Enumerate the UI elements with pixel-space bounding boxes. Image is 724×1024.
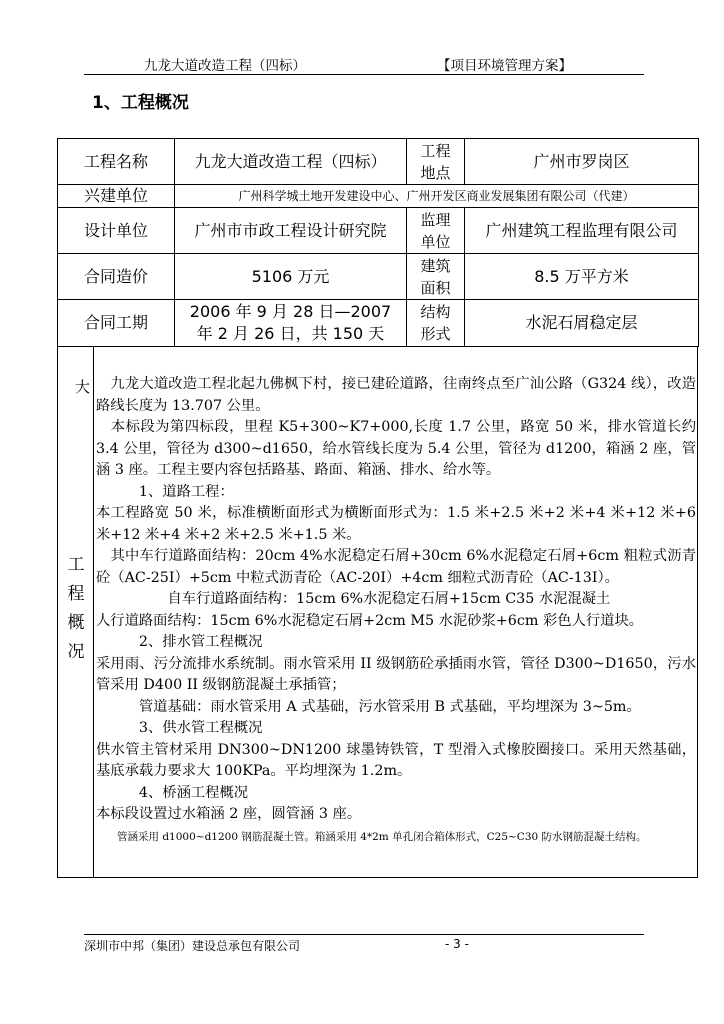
overview-side-label: 工 程 概 况 [67,555,85,662]
overview-paragraph: 其中车行道路面结构：20cm 4%水泥稳定石屑+30cm 6%水泥稳定石屑+6cm 粗粒式沥青砼（AC-25I）+5cm 中粒式沥青砼（AC-20I）+4cm 细粒式沥青砼（AC-13I）。 [96,548,696,586]
overview-paragraph: 本标段设置过水箱涵 2 座，圆管涵 3 座。 [96,806,362,822]
location-value: 广州市罗岗区 [465,139,699,185]
area-value: 8.5 万平方米 [465,254,699,300]
overview-paragraph: 3、供水管工程概况 [96,720,263,736]
price-value: 5106 万元 [175,254,407,300]
footer-company: 深圳市中邦（集团）建设总承包有限公司 [84,939,301,953]
period-value: 2006 年 9 月 28 日—2007 年 2 月 26 日，共 150 天 [175,300,407,347]
header-project: 九龙大道改造工程（四标） [144,58,306,74]
overview-paragraph: 九龙大道改造工程北起九佛枫下村，接已建砼道路，往南终点至广汕公路（G324 线），改造路线长度为 13.707 公里。 [96,376,696,414]
area-label: 建筑 面积 [407,254,465,300]
period-label: 合同工期 [58,300,175,347]
overview-text [96,374,696,845]
footer-page-number: - 3 - [445,937,469,951]
overview-paragraph: 1、道路工程： [96,483,234,500]
designer-label: 设计单位 [58,208,175,254]
page-header [84,52,644,75]
overview-paragraph: 本工程路宽 50 米，标准横断面形式为横断面形式为：1.5 米+2.5 米+2 米+4 米+12 米+6 米+12 米+4 米+2 米+2.5 米+1.5 米。 [96,505,696,543]
footer-rule [84,934,644,935]
overview-paragraph: 4、桥涵工程概况 [96,784,249,801]
structure-label: 结构 形式 [407,300,465,347]
overview-paragraph: 2、排水管工程概况 [96,634,263,650]
overview-paragraph: 采用雨、污分流排水系统制。雨水管采用 II 级钢筋砼承插雨水管，管径 D300~D1650，污水管采用 D400 II 级钢筋混凝土承插管； [96,655,696,693]
overview-paragraph: 供水管主管材采用 DN300~DN1200 球墨铸铁管，T 型滑入式橡胶圈接口。采用天然基础，基底承载力要求大 100KPa。平均埋深为 1.2m。 [96,741,696,779]
price-label: 合同造价 [58,254,175,300]
overview-paragraph: 人行道路面结构：15cm 6%水泥稳定石屑+2cm M5 水泥砂浆+6cm 彩色人行道块。 [96,612,644,629]
supervisor-value: 广州建筑工程监理有限公司 [465,208,699,254]
project-name-value: 九龙大道改造工程（四标） [175,139,407,185]
project-name-label: 工程名称 [58,139,175,185]
overview-divider [93,346,94,877]
overview-paragraph: 自车行道路面结构：15cm 6%水泥稳定石屑+15cm C35 水泥混凝土 [96,591,611,607]
structure-value: 水泥石屑稳定层 [465,300,699,347]
overview-note: 管涵采用 d1000~d1200 钢筋混凝土管。箱涵采用 4*2m 单孔闭合箱体形式，C25~C30 防水钢筋混凝土结构。 [96,830,647,843]
header-doc-title: 【项目环境管理方案】 [437,58,572,74]
project-overview-cell [57,346,698,878]
project-info-table [57,138,699,347]
builder-value: 广州科学城土地开发建设中心、广州开发区商业发展集团有限公司（代建） [175,185,699,208]
overview-paragraph: 本标段为第四标段，里程 K5+300~K7+000,长度 1.7 公里，路宽 50 米，排水管道长约 3.4 公里，管径为 d300~d1650，给水管线长度为 5.4 公里，管径为 d1200，箱涵 2 座，管涵 3 座。工程主要内容包括路基、路面、箱涵、排水、给水等。 [96,419,696,478]
location-label: 工程 地点 [407,139,465,185]
supervisor-label: 监理 单位 [407,208,465,254]
section-title: 1、工程概况 [92,93,189,113]
overview-paragraph: 管道基础：雨水管采用 A 式基础，污水管采用 B 式基础，平均埋深为 3~5m。 [96,698,641,715]
overview-marker: 大 [75,378,91,396]
designer-value: 广州市市政工程设计研究院 [175,208,407,254]
builder-label: 兴建单位 [58,185,175,208]
